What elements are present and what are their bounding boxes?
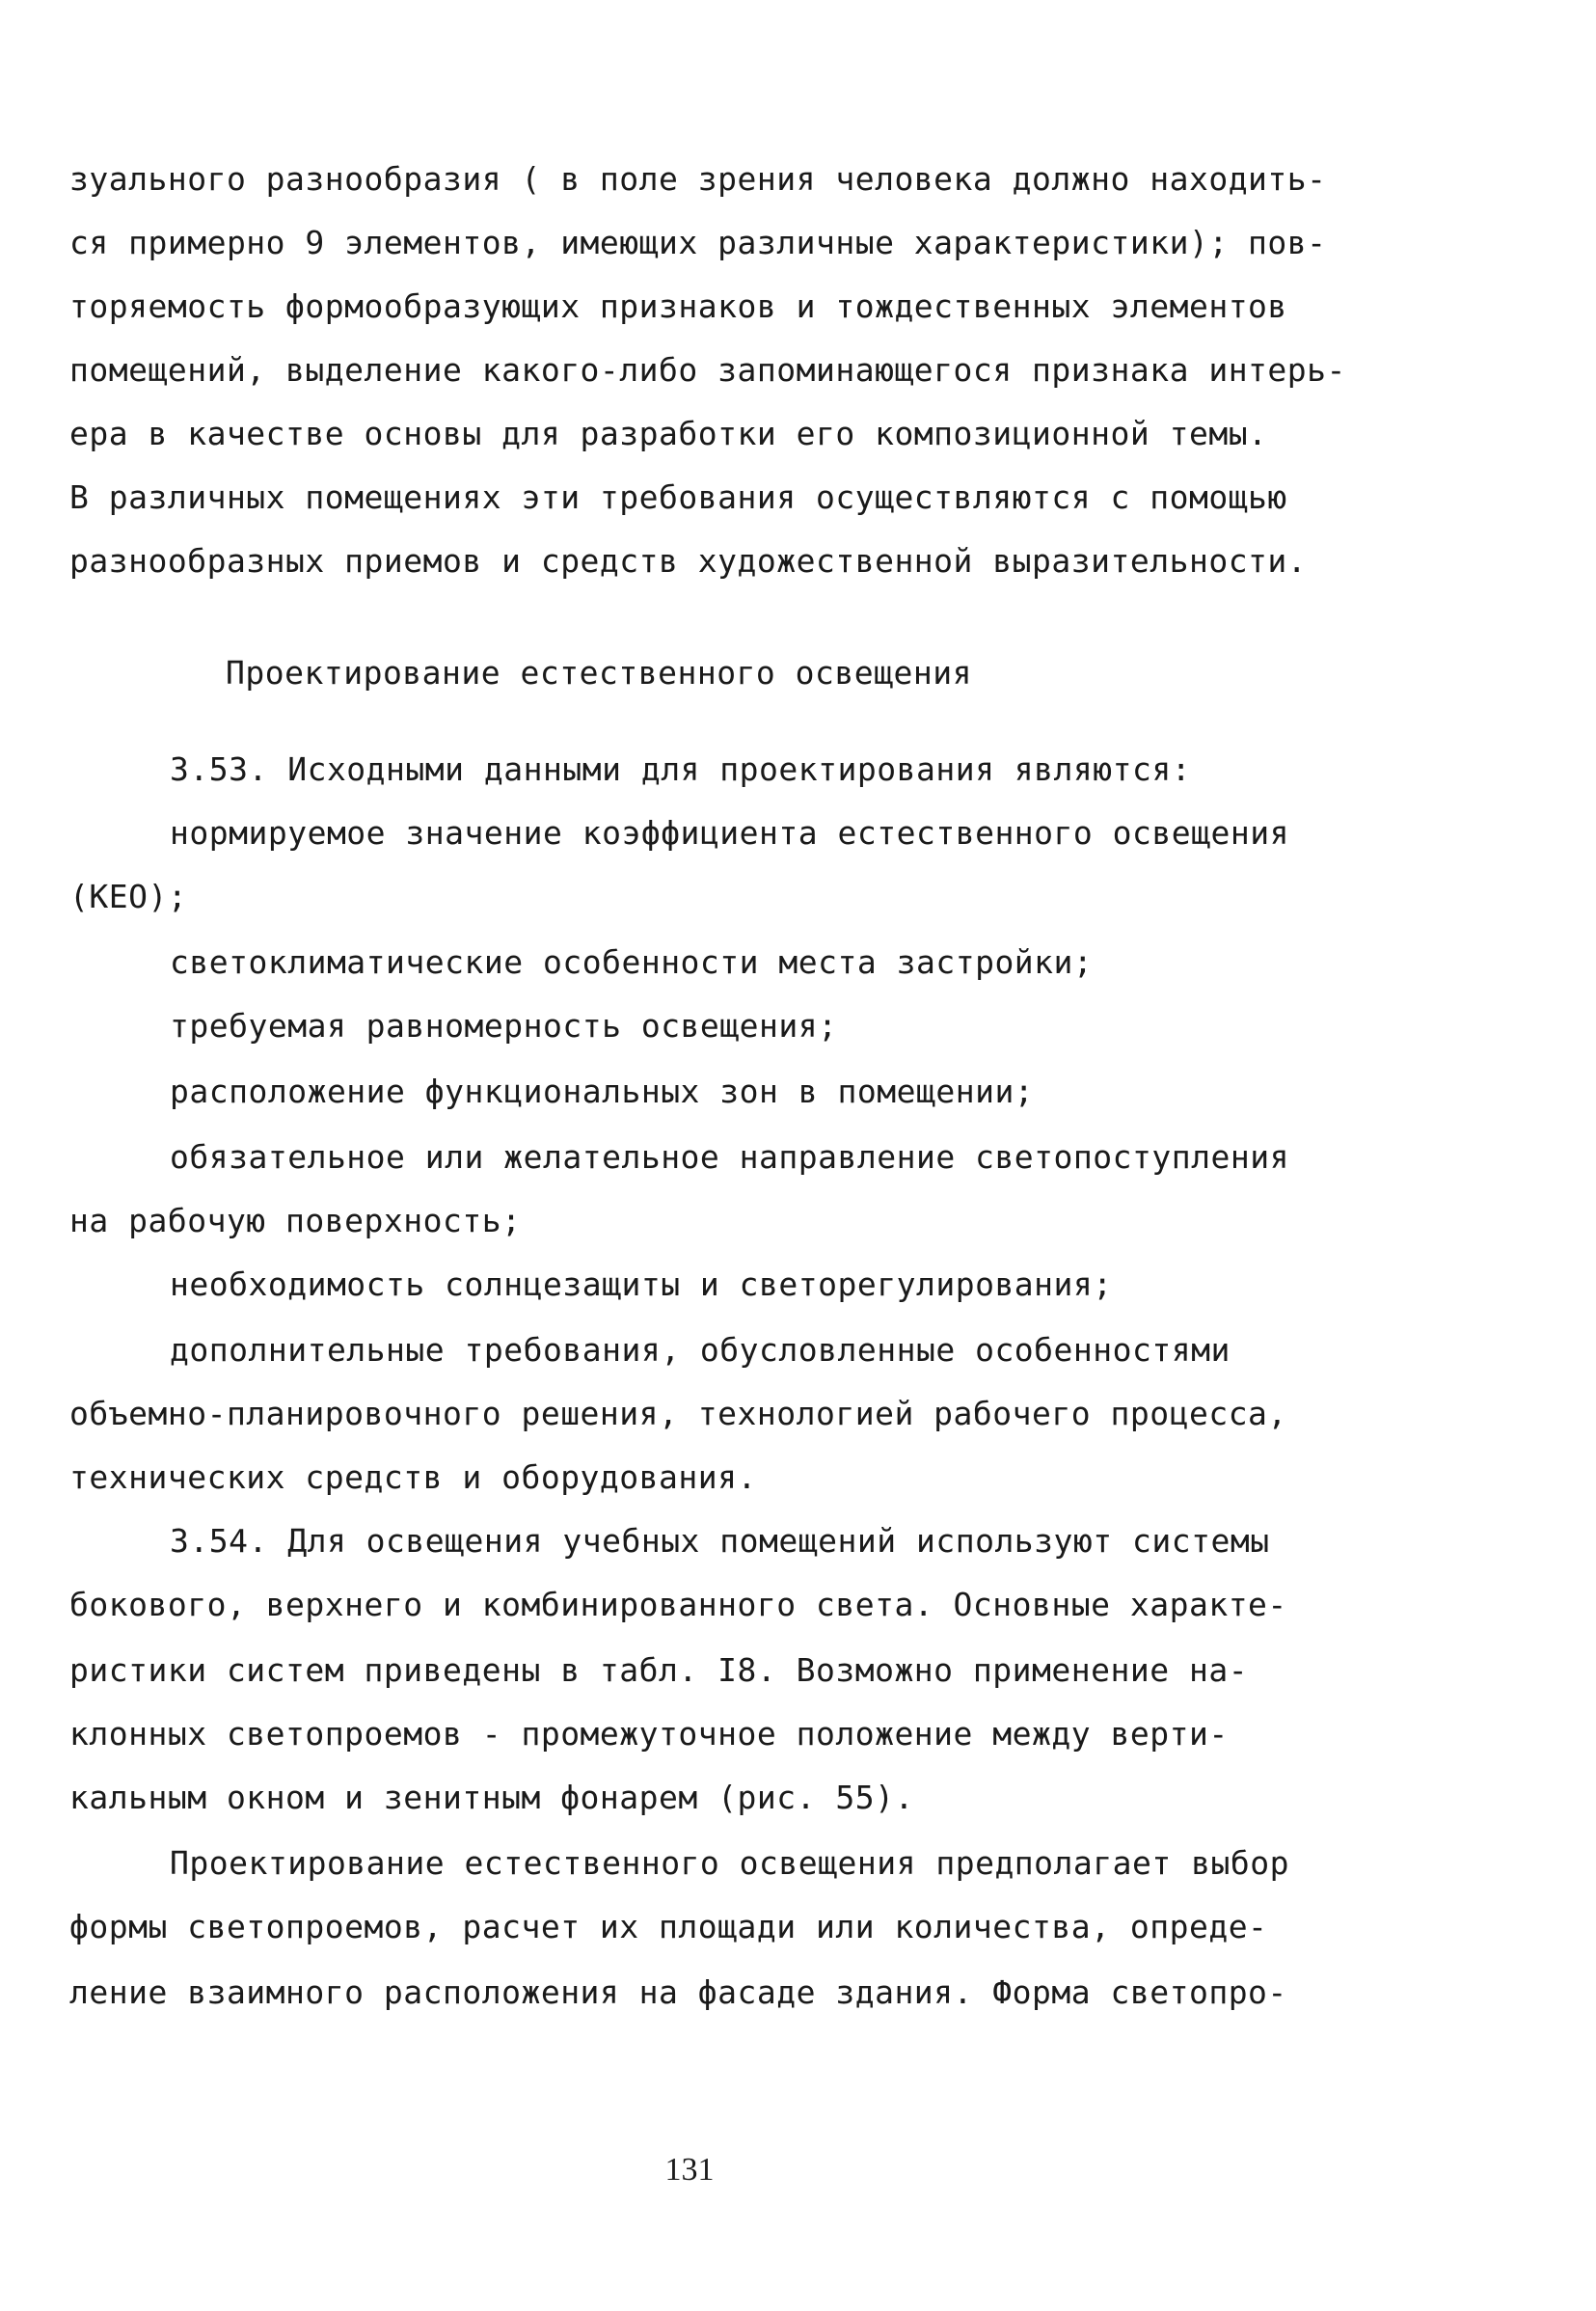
body-text-line: кальным окном и зенитным фонарем (рис. 55). [69,1779,914,1816]
body-text-line: клонных светопроемов - промежуточное положение между верти- [69,1715,1229,1753]
body-text-line: помещений, выделение какого-либо запоминающегося признака интерь- [69,351,1346,389]
body-text-line: торяемость формообразующих признаков и тождественных элементов [69,287,1287,325]
body-text-line: формы светопроемов, расчет их площади или количества, опреде- [69,1908,1268,1945]
page-number: 131 [664,2152,715,2188]
body-text-line: на рабочую поверхность; [69,1202,522,1239]
body-text-line: зуального разнообразия ( в поле зрения человека должно находить- [69,160,1327,198]
body-text-line: разнообразных приемов и средств художественной выразительности. [69,542,1308,580]
body-text-line: В различных помещениях эти требования осуществляются с помощью [69,478,1287,516]
body-text-line: объемно-планировочного решения, технологией рабочего процесса, [69,1395,1287,1432]
clause-3-53-title: 3.53. Исходными данными для проектирования являются: [170,750,1192,788]
list-item: дополнительные требования, обусловленные особенностями [170,1331,1231,1369]
list-item: расположение функциональных зон в помещении; [170,1073,1035,1110]
clause-3-54-first-line: 3.54. Для освещения учебных помещений используют системы [170,1522,1270,1560]
body-text-line: (КЕО); [69,878,188,915]
section-heading: Проектирование естественного освещения [226,654,972,692]
body-text-line: ся примерно 9 элементов, имеющих различные характеристики); пов- [69,224,1327,261]
list-item: светоклиматические особенности места застройки; [170,943,1094,981]
body-text-line: бокового, верхнего и комбинированного света. Основные характе- [69,1586,1287,1623]
body-text-line: ление взаимного расположения на фасаде здания. Форма светопро- [69,1973,1287,2011]
list-item: нормируемое значение коэффициента естественного освещения [170,814,1289,852]
list-item: необходимость солнцезащиты и светорегулирования; [170,1265,1113,1303]
body-text-line: ристики систем приведены в табл. I8. Возможно применение на- [69,1651,1249,1689]
list-item: обязательное или желательное направление светопоступления [170,1138,1289,1176]
body-text-line: Проектирование естественного освещения предполагает выбор [170,1844,1289,1882]
body-text-line: технических средств и оборудования. [69,1458,757,1496]
list-item: требуемая равномерность освещения; [170,1007,838,1045]
body-text-line: ера в качестве основы для разработки его композиционной темы. [69,415,1268,452]
